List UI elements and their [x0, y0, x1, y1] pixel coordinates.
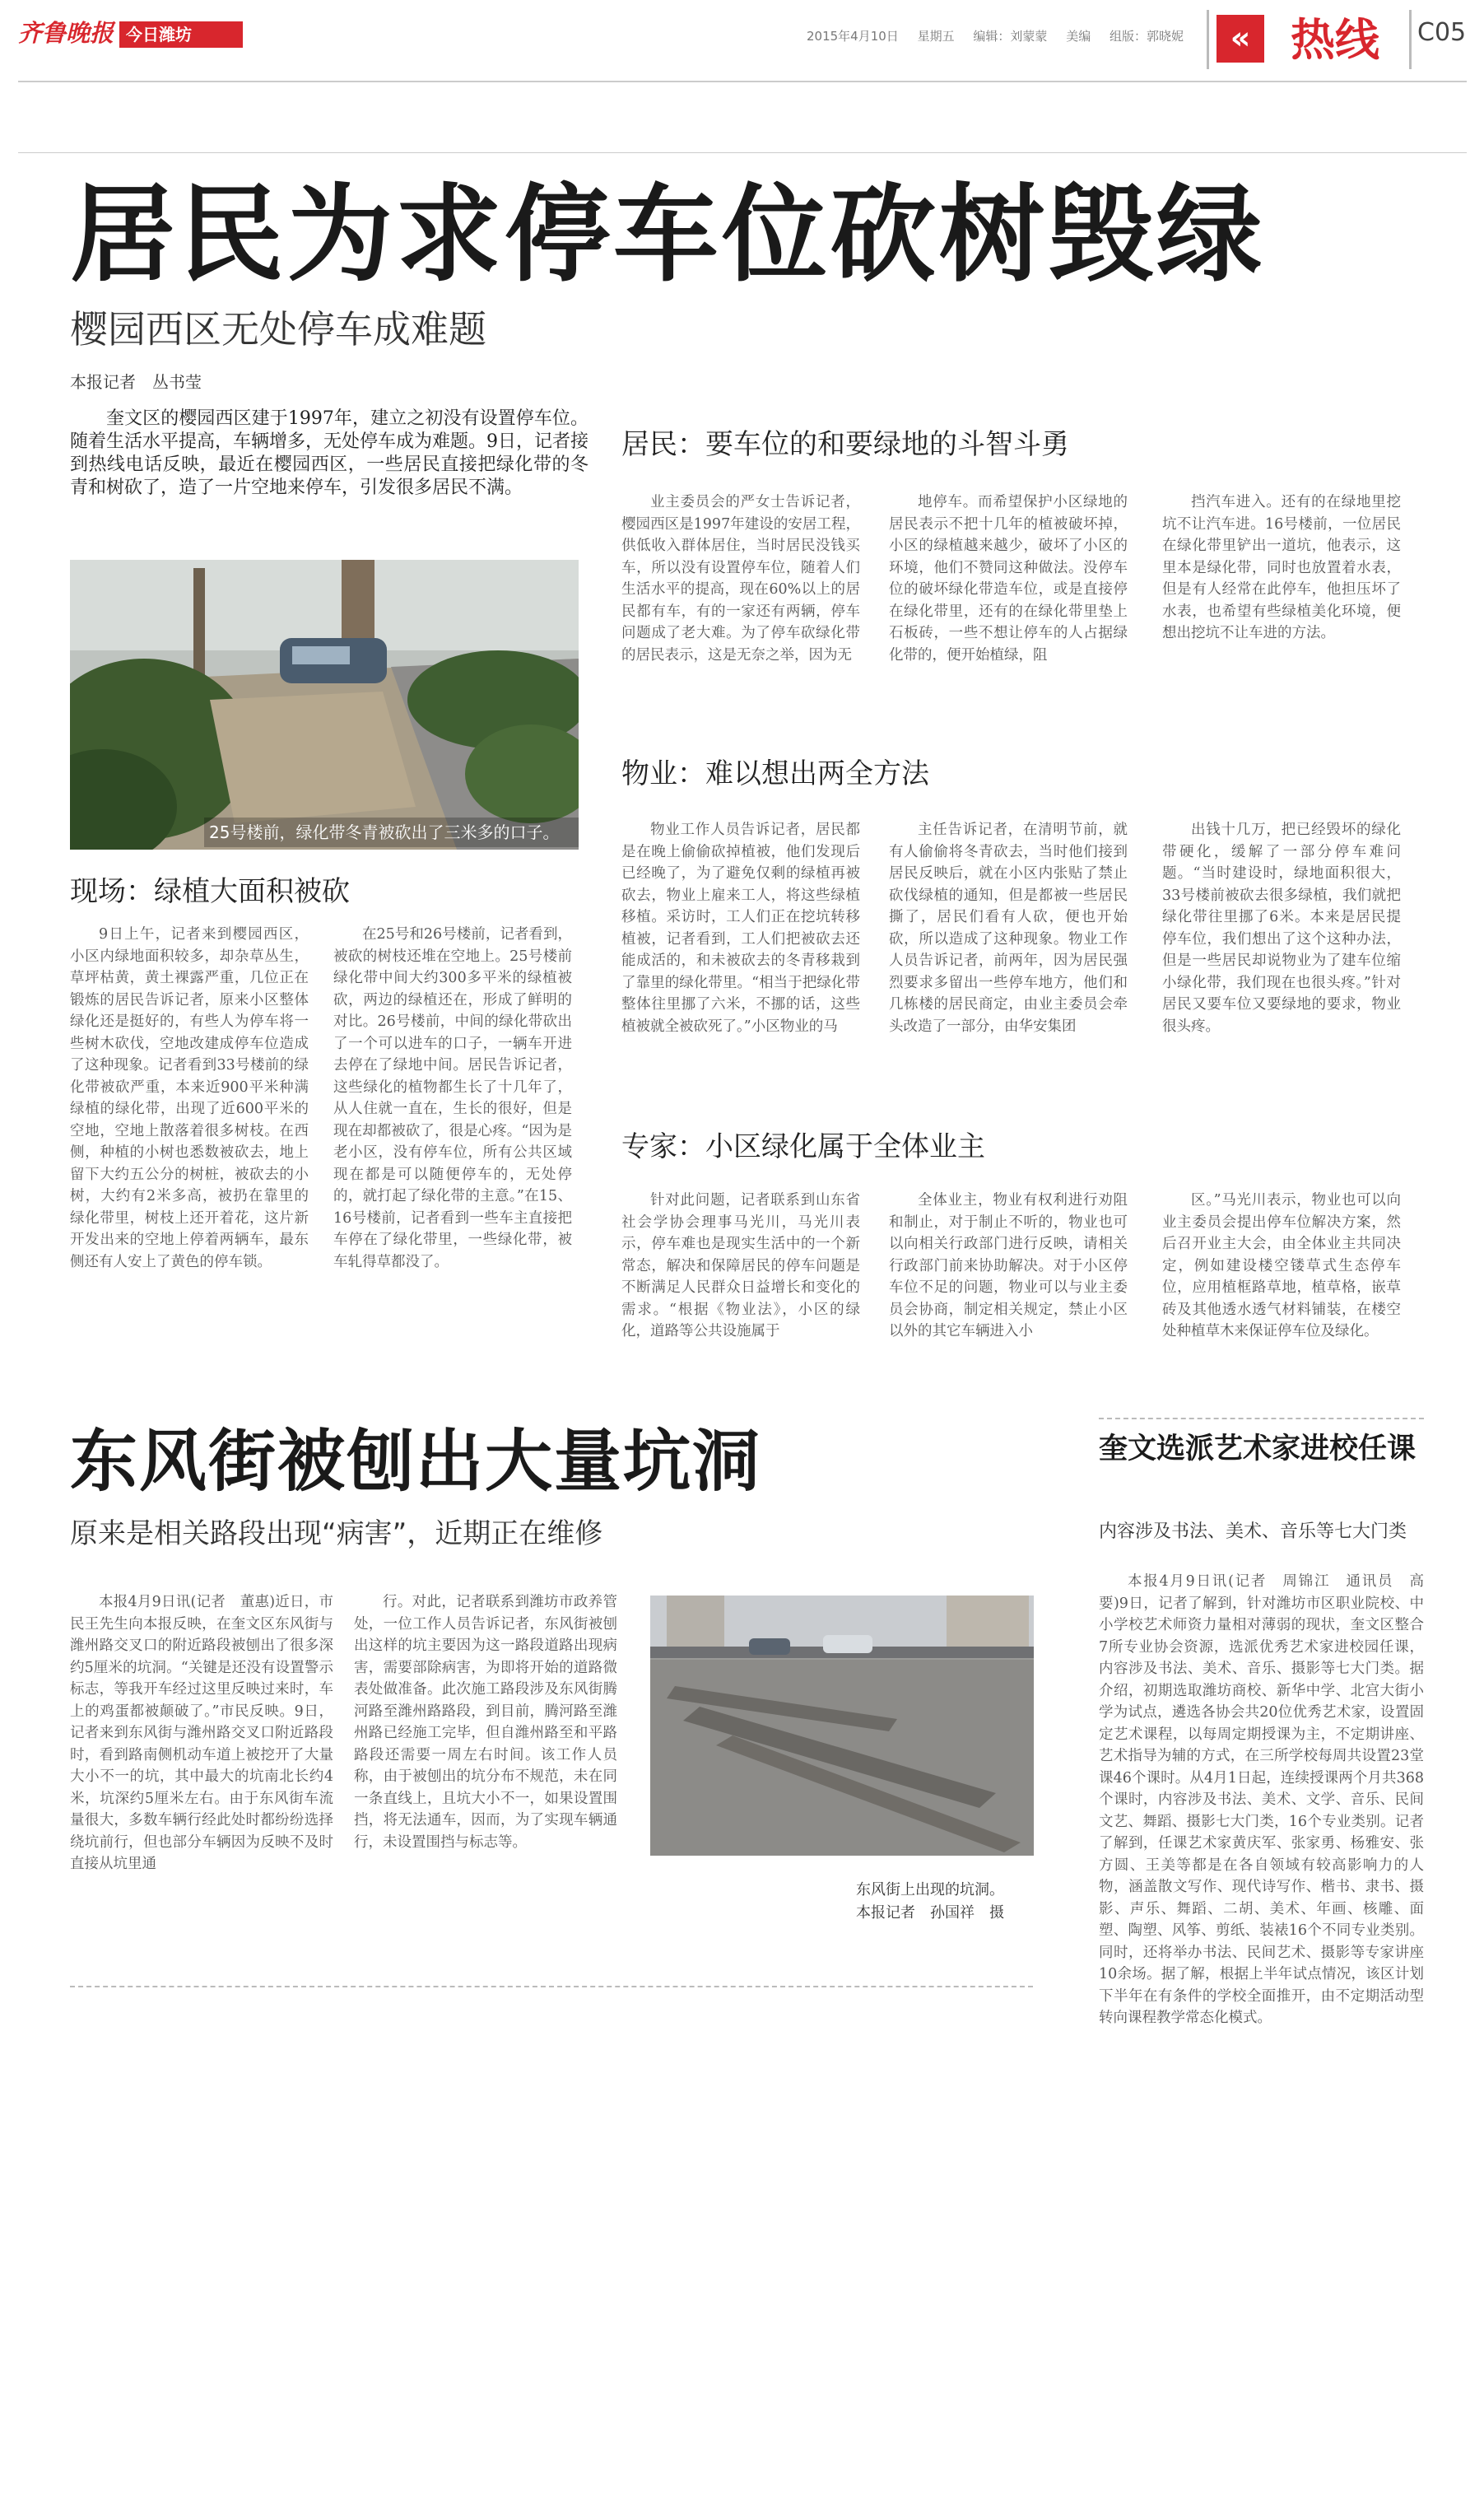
- article2-bottom-rule: [70, 1986, 1033, 1987]
- article2-photo: [650, 1596, 1034, 1856]
- article2-photo-caption: 东风街上出现的坑洞。: [856, 1881, 1004, 1898]
- editor-credit: 编辑：刘蒙蒙: [973, 29, 1048, 44]
- article1-byline: 本报记者 丛书莹: [70, 372, 202, 392]
- section-tag: 今日潍坊: [119, 21, 243, 48]
- property-heading: 物业：难以想出两全方法: [621, 757, 929, 790]
- expert-heading: 专家：小区绿化属于全体业主: [621, 1130, 985, 1163]
- article1-subhead: 樱园西区无处停车成难题: [70, 307, 486, 352]
- page-section-title: 热线: [1291, 14, 1379, 66]
- page-number: C05: [1417, 18, 1467, 47]
- sidebar-body: 本报4月9日讯(记者 周锦江 通讯员 高要)9日，记者了解到，针对潍坊市区职业院校、中小学校艺术师资力量相对薄弱的现状，奎文区整合7所专业协会资源，选派优秀艺术家进校园任课，内容涉及书法、美术、音乐、摄影等七大门类。据介绍，初期选取潍坊商校、新华中学、北宫大街小学为试点，遴选各协会共20位优秀艺术家，设置固定艺术课程，以每周定期授课为主，不定期讲座、艺术指导为辅的方式，在三所学校每周共设置23堂课46个课时。从4月1日起，连续授课两个月共368个课时，内容涉及书法、美术、文学、音乐、民间文艺、舞蹈、摄影七大门类，16个专业类别。记者了解到，任课艺术家黄庆军、张家勇、杨雅安、张方圆、王美等都是在各自领域有较高影响力的人物，涵盖散文写作、现代诗写作、楷书、隶书、摄影、声乐、舞蹈、二胡、美术、年画、核雕、面塑、陶塑、风筝、剪纸、装裱16个不同专业类别。同时，还将举办书法、民间艺术、摄影等专家讲座10余场。据了解，根据上半年试点情况，该区计划下半年在有条件的学校全面推开，由不定期活动型转向课程教学常态化模式。: [1099, 1573, 1424, 2026]
- issue-date: 2015年4月10日: [807, 29, 899, 44]
- sidebar-headline: 奎文选派艺术家进校任课: [1099, 1433, 1417, 1465]
- scene-heading: 现场：绿植大面积被砍: [70, 875, 350, 908]
- divider: [1409, 10, 1412, 69]
- scene-column-1: 9日上午，记者来到樱园西区，小区内绿地面积较多，却杂草丛生，草坪枯黄，黄土裸露严重，几位正在锻炼的居民告诉记者，原来小区整体绿化还是挺好的，有些人为停车将一些树木砍伐，空地改建成停车位造成了这种现象。记者看到33号楼前的绿化带被砍严重，本来近900平米种满绿植的绿化带，出现了近600平米的空地，空地上散落着很多树枝。在西侧，种植的小树也悉数被砍去，地上留下大约五公分的树桩，被砍去的小树，大约有2米多高，被扔在靠里的绿化带里，树枝上还开着花，这片新开发出来的空地上停着两辆车，最东侧还有人安上了黄色的停车锁。: [70, 926, 309, 1270]
- sidebar-top-rule: [1099, 1418, 1424, 1419]
- article2-column-1: 本报4月9日讯(记者 董惠)近日，市民王先生向本报反映，在奎文区东风街与潍州路交叉口的附近路段被刨出了很多深约5厘米的坑洞。“关键是还没有设置警示标志，等我开车经过这里反映过来时，车上的鸡蛋都被颠破了。”市民反映。9日，记者来到东风街与潍州路交叉口附近路段时，看到路南侧机动车道上被挖开了大量大小不一的坑，其中最大的坑南北长约4米，坑深约5厘米左右。由于东风街车流量很大，多数车辆行经此处时都纷纷选择绕坑前行，但也部分车辆因为反映不及时直接从坑里通: [70, 1594, 333, 1872]
- scene-column-2: 在25号和26号楼前，记者看到，被砍的树枝还堆在空地上。25号楼前绿化带中间大约300多平米的绿植被砍，两边的绿植还在，形成了鲜明的对比。26号楼前，中间的绿化带砍出了一个可以进车的口子，一辆车开进去停在了绿地中间。居民告诉记者，这些绿化的植物都生长了十几年了，从人住就一直在，生长的很好，但是现在却都被砍了，很是心疼。“因为是老小区，没有停车位，所有公共区域现在都是可以随便停车的，无处停的，就打起了绿化带的主意。”在15、16号楼前，记者看到一些车主直接把车停在了绿化带里，一些绿化带，被车轧得草都没了。: [333, 926, 572, 1270]
- article2-column-2: 行。对此，记者联系到潍坊市政养管处，一位工作人员告诉记者，东风街被刨出这样的坑主要因为这一路段道路出现病害，需要部除病害，为即将开始的道路微表处做准备。此次施工路段涉及东风街腾河路至潍州路路段，到目前，腾河路至潍州路已经施工完毕，但自潍州路至和平路路段还需要一周左右时间。该工作人员称，由于被刨出的坑分布不规范，未在同一条直线上，且坑大小不一，如果设置围挡，将无法通车，因而，为了实现车辆通行，未设置围挡与标志等。: [354, 1594, 617, 1851]
- newspaper-logo: 齐鲁晚报: [18, 19, 114, 47]
- article1-photo: [70, 560, 579, 850]
- property-column-1: 物业工作人员告诉记者，居民都是在晚上偷偷砍掉植被，他们发现后已经晚了，为了避免仅剩的绿植再被砍去，物业上雇来工人，将这些绿植移植。采访时，工人们正在挖坑转移植被，记者看到，工人们把被砍去还能成活的，和未被砍去的冬青移栽到了靠里的绿化带里。“相当于把绿化带整体往里挪了六米，不挪的话，这些植被就全被砍死了。”小区物业的马: [621, 822, 860, 1035]
- article1-lead: 奎文区的樱园西区建于1997年，建立之初没有设置停车位。随着生活水平提高，车辆增多，无处停车成为难题。9日，记者接到热线电话反映，最近在樱园西区，一些居民直接把绿化带的冬青和树砍了，造了一片空地来停车，引发很多居民不满。: [70, 408, 588, 498]
- article2-photo-credit: 本报记者 孙国祥 摄: [856, 1904, 1004, 1922]
- expert-column-2: 全体业主，物业有权利进行劝阻和制止，对于制止不听的，物业也可以向相关行政部门进行反映，请相关行政部门前来协助解决。对于小区停车位不足的问题，物业可以与业主委员会协商，制定相关规定，禁止小区以外的其它车辆进入小: [889, 1192, 1128, 1339]
- designer-credit: 美编: [1066, 29, 1091, 44]
- top-rule: [18, 152, 1467, 153]
- article2-photo-caption-block: [856, 1879, 1037, 1925]
- expert-column-1: 针对此问题，记者联系到山东省社会学协会理事马光川，马光川表示，停车难也是现实生活中的一个新常态，解决和保障居民的停车问题是不断满足人民群众日益增长和变化的需求。“根据《物业法》，小区的绿化，道路等公共设施属于: [621, 1192, 860, 1339]
- residents-column-1: 业主委员会的严女士告诉记者，樱园西区是1997年建设的安居工程，供低收入群体居住，当时居民没钱买车，所以没有设置停车位，随着人们生活水平的提高，现在60%以上的居民都有车，有的一家还有两辆，停车问题成了老大难。为了停车砍绿化带的居民表示，这是无奈之举，因为无: [621, 494, 860, 664]
- property-column-2: 主任告诉记者，在清明节前，就有人偷偷将冬青砍去，当时他们接到居民反映后，就在小区内张贴了禁止砍伐绿植的通知，但是都被一些居民撕了，居民们看有人砍，便也开始砍，所以造成了这种现象。物业工作人员告诉记者，前两年，因为居民强烈要求多留出一些停车地方，他们和几栋楼的居民商定，由业主委员会牵头改造了一部分，由华安集团: [889, 822, 1128, 1035]
- property-column-3: 出钱十几万，把已经毁坏的绿化带硬化，缓解了一部分停车难问题。“当时建设时，绿地面积很大，33号楼前被砍去很多绿植，我们就把绿化带往里挪了6米。本来是居民提停车位，我们想出了这个这种办法，但是一些居民却说物业为了建车位缩小绿化带，我们现在也很头疼。”针对居民又要车位又要绿地的要求，物业很头疼。: [1162, 822, 1401, 1035]
- divider: [1207, 10, 1209, 69]
- potholes-road-photo: [650, 1596, 1034, 1856]
- parking-greenbelt-photo: [70, 560, 579, 850]
- expert-column-3: 区。”马光川表示，物业也可以向业主委员会提出停车位解决方案，然后召开业主大会，由全体业主共同决定，例如建设楼空镂草式生态停车位，应用植框路草地，植草格，嵌草砖及其他透水透气材料铺装，在楼空处种植草木来保证停车位及绿化。: [1162, 1192, 1401, 1339]
- residents-heading: 居民：要车位的和要绿地的斗智斗勇: [621, 428, 1069, 461]
- sidebar-subhead: 内容涉及书法、美术、音乐等七大门类: [1099, 1521, 1407, 1542]
- masthead-rule: [18, 81, 1467, 82]
- masthead: [0, 0, 1484, 82]
- issue-meta: [807, 25, 1218, 48]
- residents-column-3: 挡汽车进入。还有的在绿地里挖坑不让汽车进。16号楼前，一位居民在绿化带里铲出一道坑，他表示，这里本是绿化带，同时也放置着水表，但是有人经常在此停车，他担压坏了水表，也希望有些绿植美化环境，便想出挖坑不让车进的方法。: [1162, 494, 1401, 641]
- article2-subhead: 原来是相关路段出现“病害”，近期正在维修: [70, 1517, 603, 1550]
- residents-column-2: 地停车。而希望保护小区绿地的居民表示不把十几年的植被破坏掉，小区的绿植越来越少，破坏了小区的环境，他们不赞同这种做法。没停车位的破坏绿化带造车位，或是直接停在绿化带里，还有的在绿化带里垫上石板砖，一些不想让停车的人占据绿化带的，便开始植绿，阻: [889, 494, 1128, 664]
- article2-headline: 东风街被刨出大量坑洞: [70, 1422, 762, 1501]
- layout-credit: 组版：郭晓妮: [1109, 29, 1184, 44]
- article1-photo-caption: 25号楼前，绿化带冬青被砍出了三米多的口子。: [204, 818, 579, 847]
- article1-headline: 居民为求停车位砍树毁绿: [70, 173, 1266, 296]
- chevron-left-icon: «: [1217, 15, 1264, 63]
- issue-weekday: 星期五: [917, 29, 955, 44]
